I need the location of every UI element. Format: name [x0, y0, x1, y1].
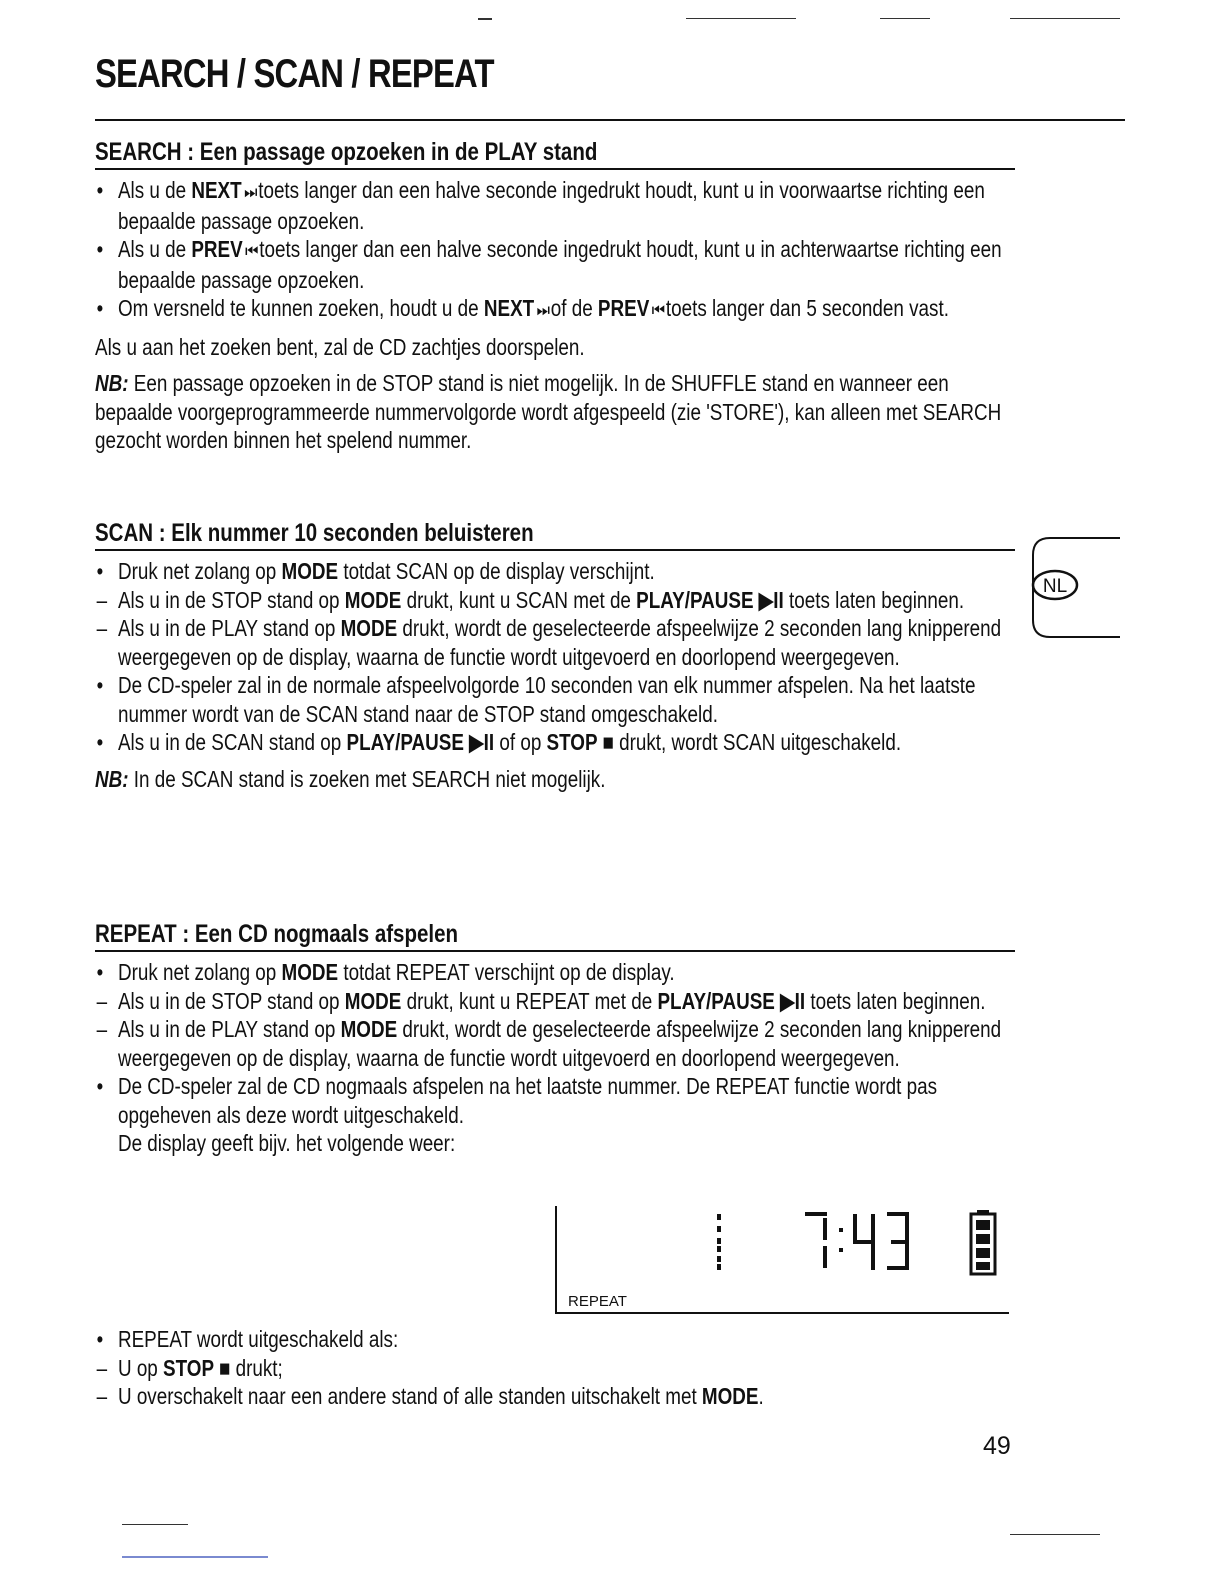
item-text: Als u in de PLAY stand op	[117, 615, 341, 641]
display-intro: De display geeft bijv. het volgende weer:	[117, 1130, 456, 1156]
language-code: NL	[1042, 576, 1068, 597]
key-label: STOP ■	[546, 729, 614, 755]
lcd-repeat-label: REPEAT	[568, 1293, 627, 1310]
bullet-mark: –	[96, 1354, 108, 1381]
bullet-mark: –	[96, 586, 108, 613]
search-list	[95, 176, 1022, 325]
repeat-heading-rule	[95, 950, 1015, 952]
key-label: MODE	[340, 1016, 398, 1042]
item-text: ⏭	[241, 182, 259, 202]
repeat-list	[95, 958, 1022, 1129]
repeat-off-list	[95, 1325, 1022, 1411]
scan-artifact	[122, 1524, 188, 1525]
search-note-text: Een passage opzoeken in de STOP stand is niet mogelijk. In de SHUFFLE stand en wanneer een bepaalde voorgeprogrammeerde nummervolgorde wordt afgespeeld (zie 'STORE'), kan alleen met SEARCH gezocht worden binnen het spelend nummer.	[95, 370, 1002, 453]
lcd-segments	[557, 1206, 1009, 1296]
item-text: toets langer dan 5 seconden vast.	[665, 295, 949, 321]
bullet-mark: •	[96, 236, 104, 262]
bottom-underline	[122, 1556, 268, 1558]
item-text: U overschakelt naar een andere stand of alle standen uitschakelt met	[117, 1383, 702, 1409]
key-label: PREV	[597, 295, 650, 321]
list-item	[95, 1325, 1022, 1354]
item-text: totdat REPEAT verschijnt op de display.	[338, 959, 675, 985]
page-title: SEARCH / SCAN / REPEAT	[95, 52, 494, 96]
list-item	[95, 1382, 1022, 1411]
page-number: 49	[983, 1432, 1011, 1460]
item-text: U op	[117, 1354, 164, 1381]
item-text: drukt, kunt u REPEAT met de	[401, 987, 658, 1014]
bullet-mark: •	[96, 729, 104, 755]
item-text: toets langer dan een halve seconde ingedrukt houdt, kunt u in achterwaartse richting een bepaalde passage opzoeken.	[117, 236, 1002, 293]
item-text: Druk net zolang op	[117, 959, 282, 985]
bullet-mark: •	[96, 959, 104, 985]
scan-artifact	[1010, 18, 1120, 19]
key-label: MODE	[344, 586, 402, 613]
key-label: MODE	[701, 1383, 759, 1409]
item-text: Als u in de STOP stand op	[117, 987, 345, 1014]
item-text: ⏮	[242, 241, 260, 261]
search-section	[95, 138, 1025, 455]
item-text: De CD-speler zal de CD nogmaals afspelen na het laatste nummer. De REPEAT functie wordt pas opgeheven als deze wordt uitgeschakeld.	[117, 1073, 938, 1128]
track-digit-seg	[717, 1214, 721, 1220]
item-text: of de	[550, 295, 598, 321]
item-text: Als u in de STOP stand op	[117, 586, 345, 613]
bullet-mark: •	[96, 672, 104, 698]
bullet-mark: •	[96, 295, 104, 321]
repeat-heading: REPEAT : Een CD nogmaals afspelen	[95, 920, 459, 948]
bullet-mark: –	[96, 1383, 108, 1409]
title-rule	[95, 119, 1125, 121]
item-text: drukt;	[230, 1354, 283, 1381]
scan-artifact	[1010, 1534, 1100, 1535]
time-digits	[805, 1212, 909, 1270]
scan-artifact	[686, 18, 796, 19]
key-label: PREV	[191, 236, 243, 262]
list-item	[95, 294, 1022, 325]
list-item	[95, 1072, 1022, 1129]
bullet-mark: •	[96, 1073, 104, 1099]
battery-icon	[971, 1210, 995, 1274]
item-text: Om versneld te kunnen zoeken, houdt u de	[117, 295, 484, 321]
track-number: 1	[717, 1236, 718, 1237]
list-item	[95, 958, 1022, 987]
scan-note	[95, 765, 1022, 794]
list-item	[95, 557, 1022, 586]
search-heading-rule	[95, 168, 1015, 170]
lcd-display	[555, 1206, 1009, 1314]
search-paragraph: Als u aan het zoeken bent, zal de CD zachtjes doorspelen.	[95, 333, 585, 360]
language-tab	[1030, 535, 1120, 640]
scan-artifact	[478, 18, 492, 20]
item-text: Als u in de PLAY stand op	[117, 1016, 341, 1042]
bullet-mark: •	[96, 177, 104, 203]
item-text: ⏭	[534, 300, 551, 320]
bullet-mark: –	[96, 987, 108, 1014]
key-label: PLAY/PAUSE ▶II	[657, 987, 806, 1014]
search-note	[95, 369, 1022, 455]
bullet-mark: •	[96, 558, 104, 584]
item-text: Als u de	[117, 236, 192, 262]
scan-note-label: NB:	[95, 765, 129, 792]
item-text: ⏮	[649, 300, 666, 320]
list-item	[95, 176, 1022, 235]
bullet-mark: –	[96, 615, 108, 641]
bullet-mark: –	[96, 1016, 108, 1042]
key-label: STOP ■	[163, 1354, 231, 1381]
item-text: .	[758, 1383, 764, 1409]
item-text: drukt, wordt de geselecteerde afspeelwijze 2 seconden lang knipperend weergegeven op de display, waarna de functie wordt uitgevoerd en doorlopend weergegeven.	[117, 615, 1002, 670]
item-text: drukt, wordt SCAN uitgeschakeld.	[613, 729, 902, 755]
key-label: MODE	[281, 959, 339, 985]
scan-note-text: In de SCAN stand is zoeken met SEARCH niet mogelijk.	[133, 765, 606, 792]
item-text: totdat SCAN op de display verschijnt.	[338, 558, 655, 584]
item-text: of op	[494, 729, 547, 755]
list-item	[95, 586, 1022, 615]
repeat-section	[95, 920, 1025, 1158]
scan-section	[95, 519, 1025, 793]
time-readout: 7:43	[807, 1236, 809, 1237]
list-item	[95, 1354, 1022, 1383]
item-text: De CD-speler zal in de normale afspeelvolgorde 10 seconden van elk nummer afspelen. Na het laatste nummer wordt van de SCAN stand naar de STOP stand omgeschakeld.	[117, 672, 976, 727]
bullet-mark: •	[96, 1326, 104, 1352]
key-label: NEXT	[483, 295, 535, 321]
key-label: PLAY/PAUSE ▶II	[636, 586, 784, 613]
list-item	[95, 671, 1022, 728]
item-text: Als u in de SCAN stand op	[117, 729, 347, 755]
item-text: drukt, wordt de geselecteerde afspeelwijze 2 seconden lang knipperend weergegeven op de display, waarna de functie wordt uitgevoerd en doorlopend weergegeven.	[117, 1016, 1002, 1071]
key-label: MODE	[281, 558, 339, 584]
search-heading: SEARCH : Een passage opzoeken in de PLAY stand	[95, 138, 598, 166]
list-item	[95, 1015, 1022, 1072]
list-item	[95, 614, 1022, 671]
scan-list	[95, 557, 1022, 757]
scan-artifact	[880, 18, 930, 19]
repeat-off-section	[95, 1325, 1025, 1411]
scan-heading: SCAN : Elk nummer 10 seconden beluisteren	[95, 519, 534, 547]
item-text: toets langer dan een halve seconde ingedrukt houdt, kunt u in voorwaartse richting een bepaalde passage opzoeken.	[117, 177, 985, 234]
list-item	[95, 235, 1022, 294]
item-text: toets laten beginnen.	[783, 586, 965, 613]
list-item	[95, 728, 1022, 757]
scan-heading-rule	[95, 549, 1015, 551]
item-text: REPEAT wordt uitgeschakeld als:	[117, 1326, 399, 1352]
key-label: NEXT	[191, 177, 242, 203]
list-item	[95, 987, 1022, 1016]
search-note-label: NB:	[95, 370, 129, 396]
item-text: Als u de	[117, 177, 192, 203]
key-label: MODE	[340, 615, 398, 641]
key-label: PLAY/PAUSE ▶II	[346, 729, 495, 755]
item-text: toets laten beginnen.	[805, 987, 986, 1014]
item-text: Druk net zolang op	[117, 558, 282, 584]
item-text: drukt, kunt u SCAN met de	[401, 586, 637, 613]
key-label: MODE	[344, 987, 402, 1014]
